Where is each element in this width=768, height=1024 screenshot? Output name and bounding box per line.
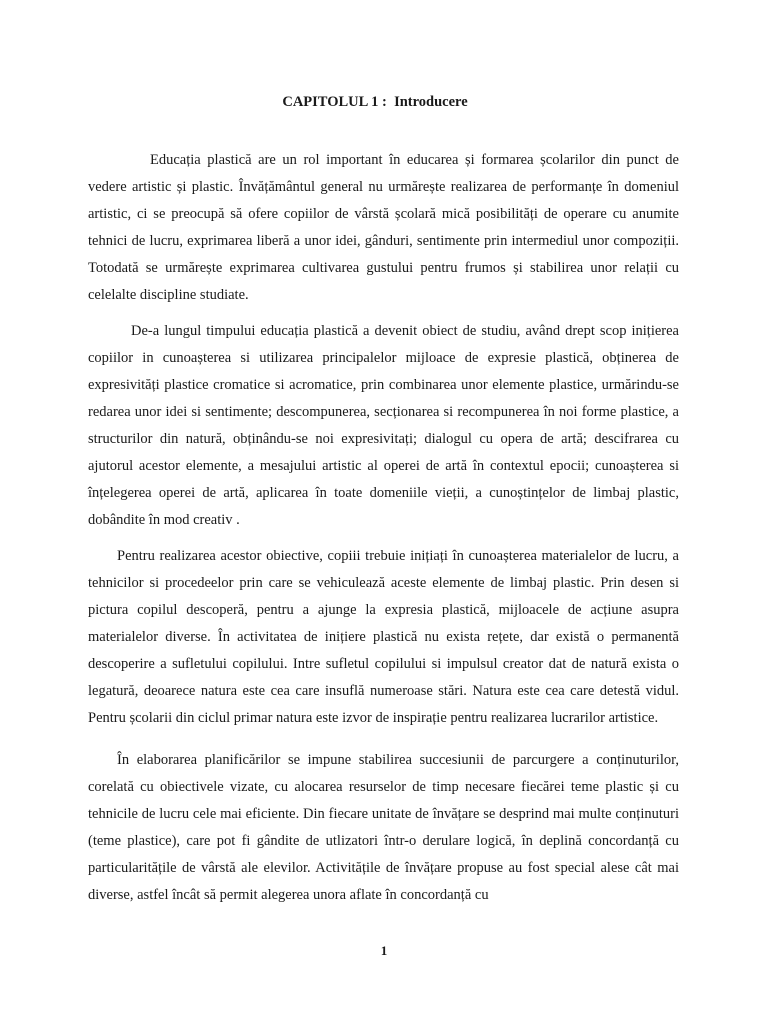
- chapter-title: CAPITOLUL 1 : Introducere: [282, 94, 468, 110]
- paragraph-4: În elaborarea planificărilor se impune stabilirea succesiunii de parcurgere a conținuturilor, corelată cu obiectivele vizate, cu alocarea resurselor de timp necesare fiecărei teme plastic și cu tehnicile de lucru cele mai eficiente. Din fiecare unitate de învățare se desprind mai multe conținuturi (teme plastice), care pot fi gândite de utlizatori într-o derulare logică, în deplină concordanță cu particularitățile de vârstă ale elevilor. Activitățile de învățare propuse au fost special alese cât mai diverse, astfel încât să permit alegerea unora aflate în concordanță cu: [88, 752, 679, 903]
- paragraph-3: Pentru realizarea acestor obiective, copiii trebuie inițiați în cunoașterea materialelor de lucru, a tehnicilor si procedeelor prin care se vehiculează aceste elemente de limbaj plastic. Prin desen si pictura copilul descoperă, pentru a ajunge la expresia plastică, mijloacele de acțiune asupra materialelor diverse. În activitatea de inițiere plastică nu exista rețete, dar există o permanentă descoperire a sufletului copilului. Intre sufletul copilului si impulsul creator dat de natură exista o legatură, deoarece natura este cea care insuflă numeroase stări. Natura este cea care detestă vidul. Pentru școlarii din ciclul primar natura este izvor de inspirație pentru realizarea lucrarilor artistice.: [88, 548, 679, 726]
- paragraph-1: Educația plastică are un rol important în educarea și formarea școlarilor din punct de vedere artistic și plastic. Învățământul general nu urmărește realizarea de performanțe în domeniul artistic, ci se preocupă să ofere copiilor de vârstă școlară mică posibilități de operare cu anumite tehnici de lucru, exprimarea liberă a unor idei, gânduri, sentimente prin intermediul unor compoziții. Totodată se urmărește exprimarea cultivarea gustului pentru frumos și stabilirea unor relații cu celelalte discipline studiate.: [88, 152, 679, 303]
- paragraph-2: De-a lungul timpului educația plastică a devenit obiect de studiu, având drept scop inițierea copiilor in cunoașterea si utilizarea principalelor mijloace de expresie plastică, obținerea de expresivități plastice cromatice si acromatice, prin combinarea unor elemente plastice, urmărindu-se redarea unor idei si sentimente; descompunerea, secționarea si recompunerea în noi forme plastice, a structurilor din natură, obținându-se noi expresivitați; dialogul cu opera de artă; descifrarea cu ajutorul acestor elemente, a mesajului artistic al operei de artă în contextul epocii; cunoașterea si înțelegerea operei de artă, aplicarea în toate domeniile vieții, a cunoștințelor de limbaj plastic, dobândite în mod creativ .: [88, 323, 679, 528]
- page-number: 1: [380, 943, 388, 958]
